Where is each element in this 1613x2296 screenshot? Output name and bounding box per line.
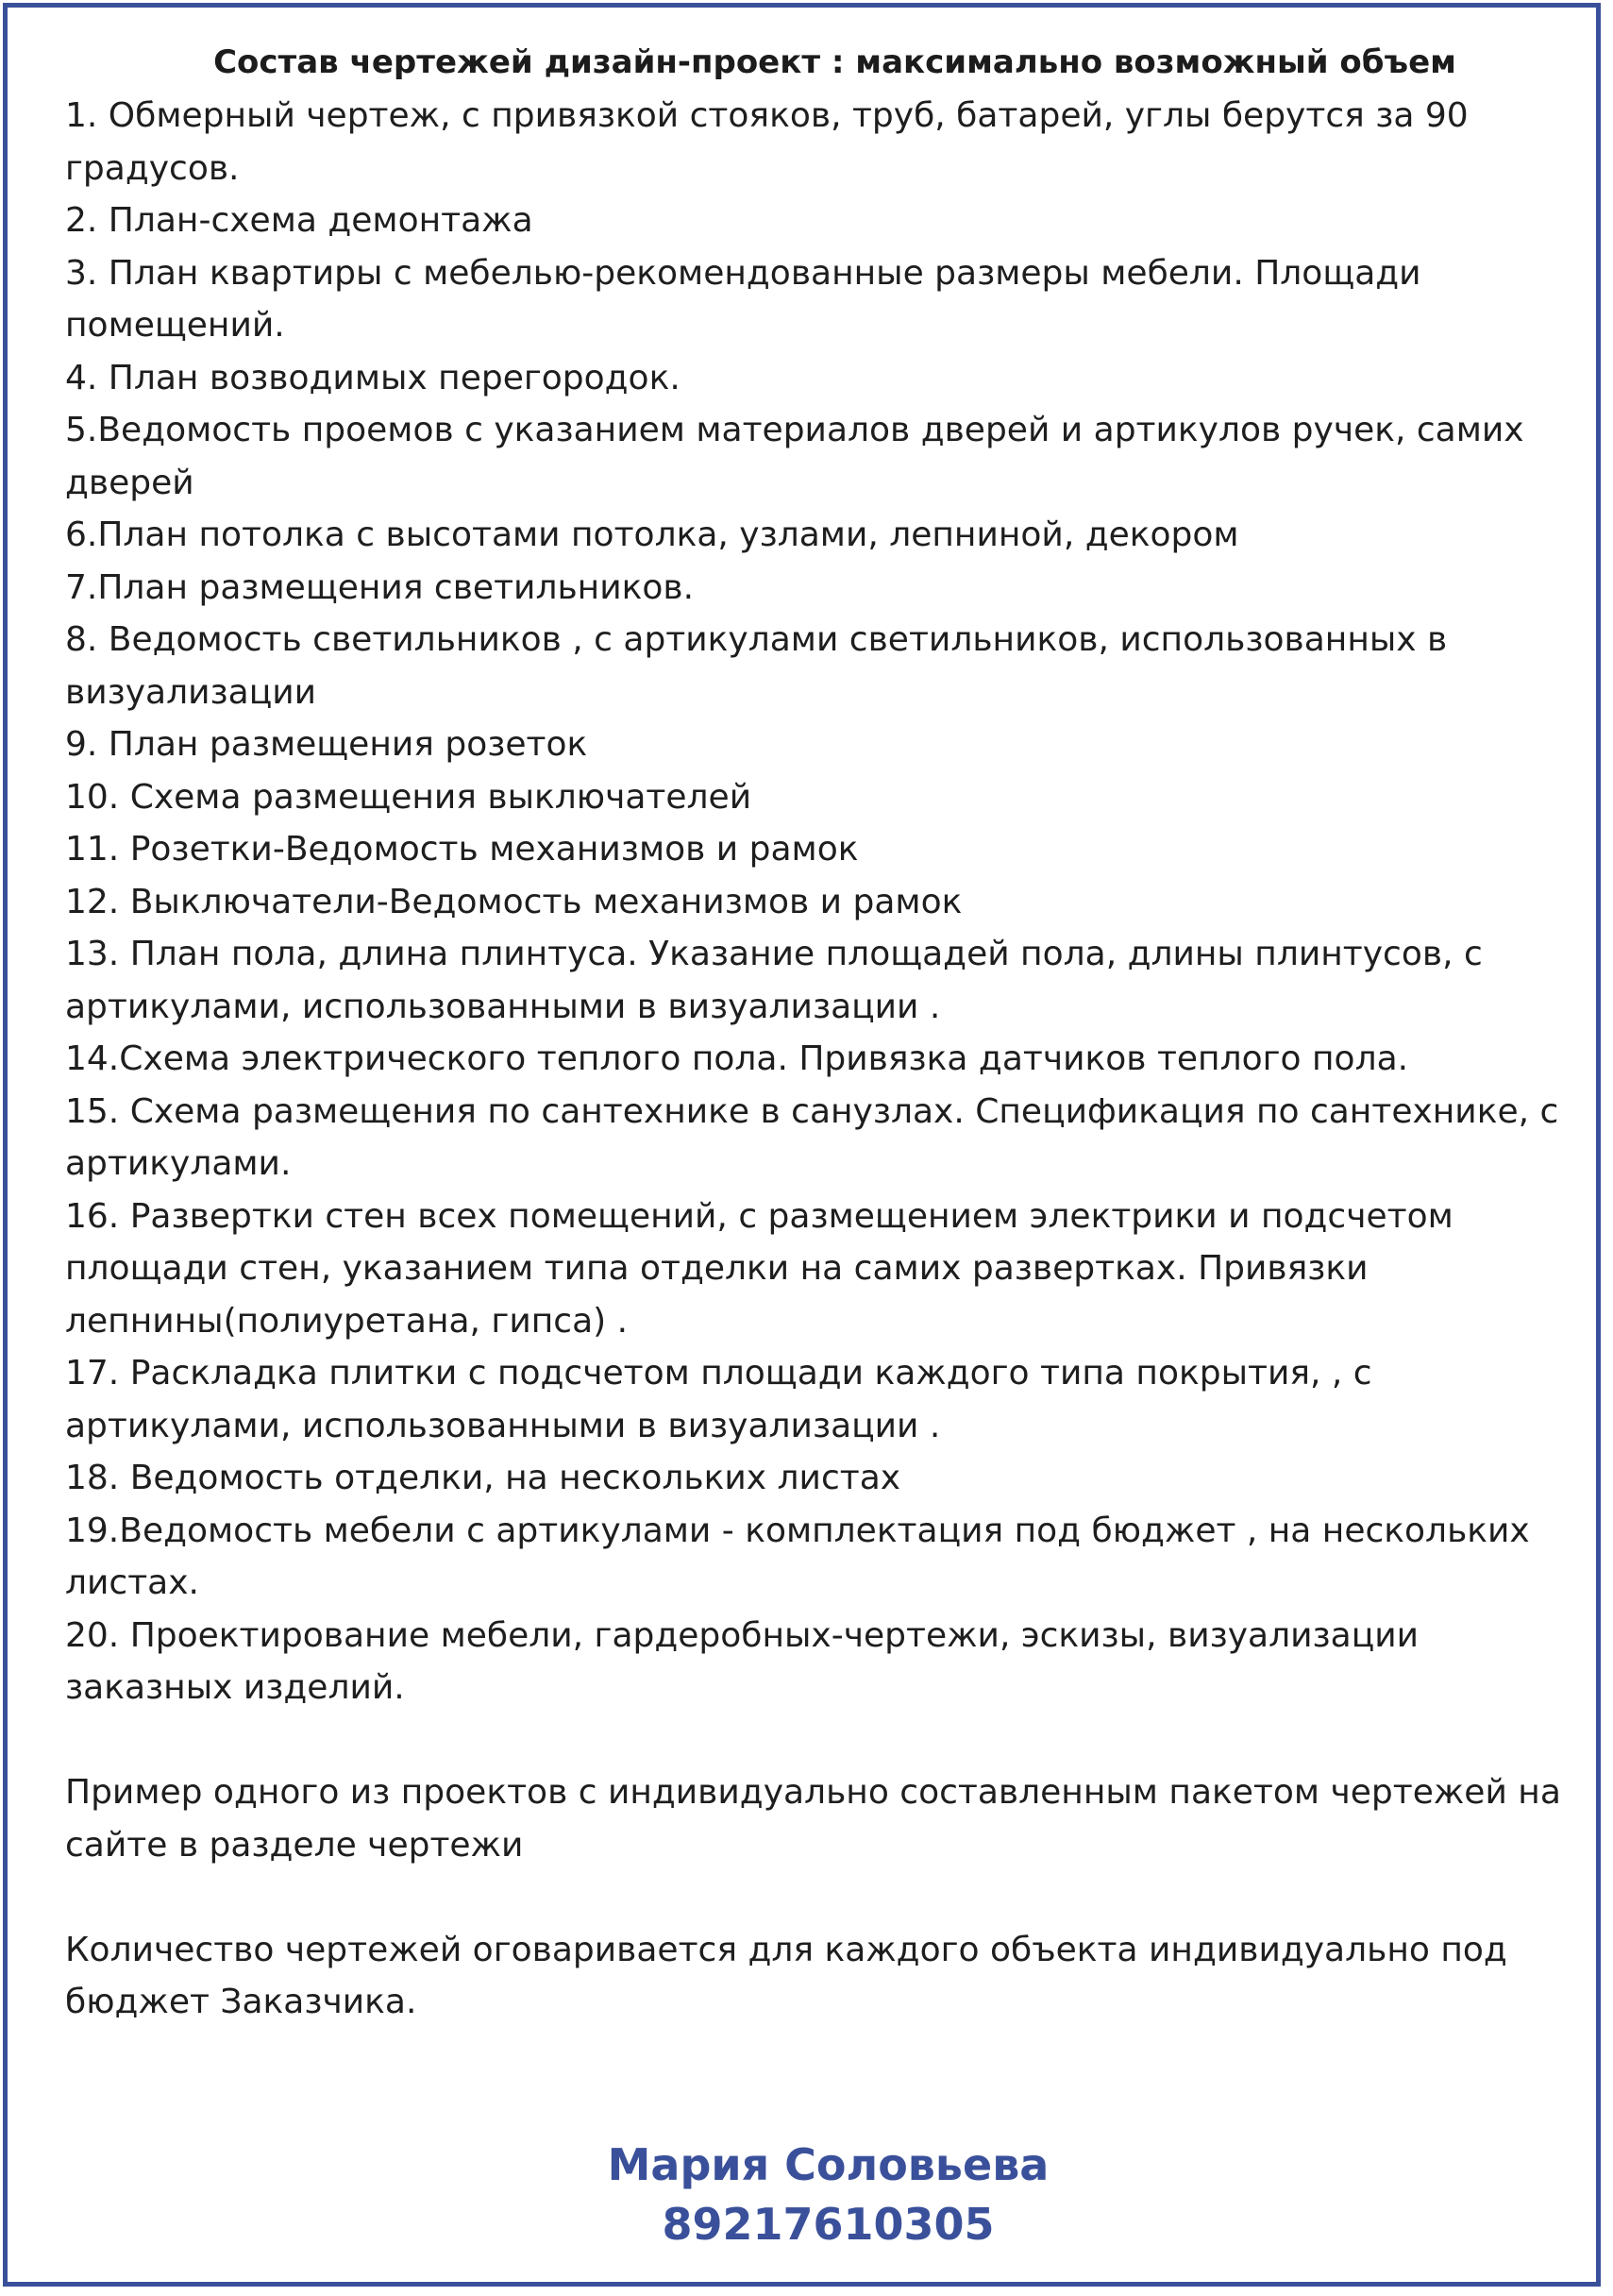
- list-item: 4. План возводимых перегородок.: [65, 358, 680, 397]
- quantity-note: Количество чертежей оговаривается для каждого объекта индивидуально под бюджет Заказчика.: [65, 1930, 1507, 2021]
- list-item: 5.Ведомость проемов с указанием материалов дверей и артикулов ручек, самих дверей: [65, 411, 1524, 502]
- document-title: Состав чертежей дизайн-проект : максимально возможный объем: [213, 43, 1456, 81]
- list-item: 11. Розетки-Ведомость механизмов и рамок: [65, 830, 859, 869]
- list-item: 13. План пола, длина плинтуса. Указание площадей пола, длины плинтусов, с артикулами, использованными в визуализации .: [65, 935, 1483, 1026]
- list-item: 7.План размещения светильников.: [65, 567, 695, 607]
- list-item: 20. Проектирование мебели, гардеробных-чертежи, эскизы, визуализации заказных изделий.: [65, 1615, 1420, 1707]
- list-item: 19.Ведомость мебели с артикулами - комплектация под бюджет , на нескольких листах.: [65, 1511, 1530, 1602]
- list-item: 16. Развертки стен всех помещений, с размещением электрики и подсчетом площади стен, указанием типа отделки на самих развертках. Привязки лепнины(полиуретана, гипса) .: [65, 1196, 1453, 1341]
- example-note: Пример одного из проектов с индивидуально составленным пакетом чертежей на сайте в разделе чертежи: [65, 1773, 1561, 1865]
- list-item: 15. Схема размещения по сантехнике в санузлах. Спецификация по сантехнике, с артикулами.: [65, 1091, 1559, 1183]
- list-item: 14.Схема электрического теплого пола. Привязка датчиков теплого пола.: [65, 1039, 1409, 1078]
- list-item: 8. Ведомость светильников , с артикулами светильников, использованных в визуализации: [65, 620, 1448, 712]
- list-item: 17. Раскладка плитки с подсчетом площади каждого типа покрытия, , с артикулами, использованными в визуализации .: [65, 1354, 1372, 1445]
- list-item: 10. Схема размещения выключателей: [65, 777, 752, 817]
- list-item: 6.План потолка с высотами потолка, узлами, лепниной, декором: [65, 515, 1239, 554]
- list-item: 9. План размещения розеток: [65, 725, 588, 764]
- list-item: 18. Ведомость отделки, на нескольких листах: [65, 1459, 901, 1497]
- signature-name: Мария Соловьева: [607, 2139, 1050, 2190]
- list-item: 2. План-схема демонтажа: [65, 201, 533, 240]
- document-page: [3, 3, 1601, 2287]
- drawing-list: [65, 90, 1585, 1714]
- list-item: 1. Обмерный чертеж, с привязкой стояков, труб, батарей, углы берутся за 90 градусов.: [65, 96, 1469, 188]
- list-item: 12. Выключатели-Ведомость механизмов и рамок: [65, 882, 963, 921]
- document-body: [65, 90, 1585, 2029]
- list-item: 3. План квартиры с мебелью-рекомендованные размеры мебели. Площади помещений.: [65, 253, 1421, 345]
- signature-phone: 89217610305: [662, 2199, 995, 2250]
